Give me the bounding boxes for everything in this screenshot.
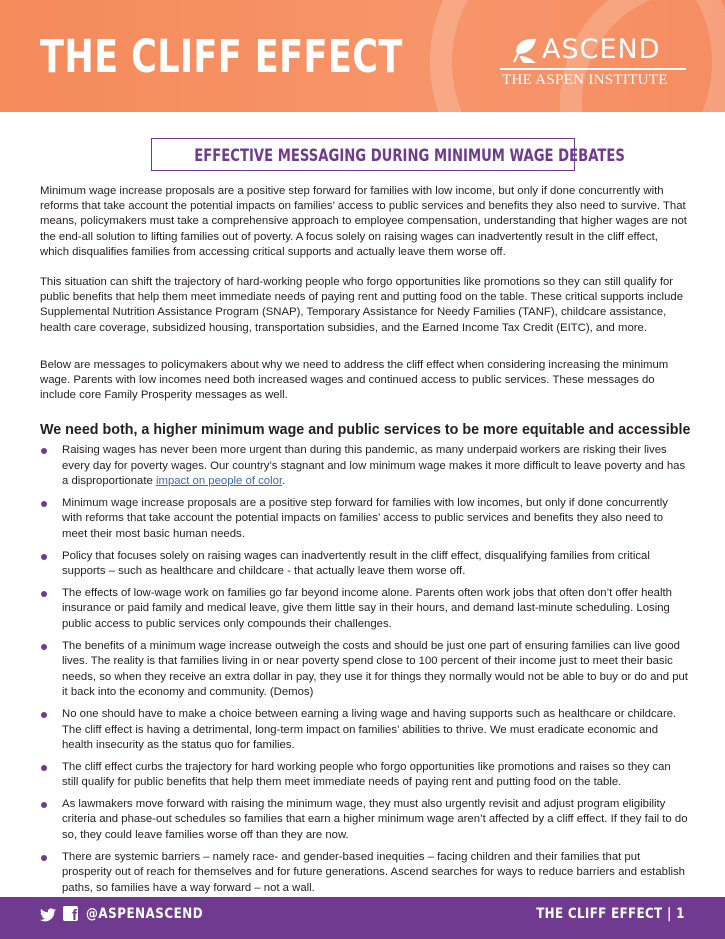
logo-divider [500,68,686,70]
list-item [40,496,690,543]
bullet-text: The effects of low-wage work on families go far beyond income alone. Parents often work jobs that often don’t offer health insurance or paid family and medical leave, give them little say in their hours, and demand last-minute scheduling. Losing public access to public services only compounds their challenges. [62,586,672,630]
ascend-logo [500,34,690,94]
bullet-icon [41,554,47,560]
twitter-icon[interactable] [40,908,56,922]
document-subtitle: EFFECTIVE MESSAGING DURING MINIMUM WAGE DEBATES [194,146,625,165]
intro-paragraph-2: This situation can shift the trajectory of hard-working people who forgo opportunities like promotions so they can still qualify for public benefits that help them meet immediate needs of paying rent and putting food on the table. These critical supports include Supplemental Nutrition Assistance Program (SNAP), Temporary Assistance for Needy Families (TANF), childcare assistance, health care coverage, subsidized housing, transportation subsidies, and the Earned Income Tax Credit (EITC), and more. [40,276,683,334]
logo-subtitle: THE ASPEN INSTITUTE [502,72,668,88]
page-footer [0,897,725,939]
bullet-text: No one should have to make a choice between earning a living wage and having supports such as healthcare or childcare. The cliff effect is having a detrimental, long-term impact on families’ abilities to thrive. We must eradicate economic and health insecurity as the status quo for families. [62,707,677,752]
list-item [40,443,690,490]
bullet-list [40,443,690,902]
bullet-icon [41,448,47,454]
list-item [40,639,690,701]
list-item [40,707,690,754]
list-item [40,549,690,580]
bullet-icon [41,802,47,808]
logo-wordmark: ASCEND [542,34,661,65]
bullet-text: Policy that focuses solely on raising wages can inadvertently result in the cliff effect, disqualifying families from critical supports – such as healthcare and childcare - that actually leave them worse off. [62,549,650,578]
bullet-text-end: . [282,475,286,488]
bullet-text: The cliff effect curbs the trajectory for hard working people who forgo opportunities like promotions and raises so they can still qualify for public benefits that help them meet immediate needs of paying rent and putting food on the table. [62,760,671,789]
intro-paragraph-1: Minimum wage increase proposals are a positive step forward for families with low income, but only if done concurrently with reforms that take account the potential impacts on families’ access to public services and benefits they also need to survive. That means, policymakers must take a comprehensive approach to employee compensation, understanding that higher wages are not the end-all solution to lifting families out of poverty. A focus solely on raising wages can inadvertently result in the cliff effect, which disqualifies families from accessing critical supports and actually leave them worse off. [40,185,687,258]
footer-page-label: THE CLIFF EFFECT | 1 [536,906,685,922]
bullet-icon [41,591,47,597]
bullet-icon [41,501,47,507]
list-item [40,760,690,791]
section-heading: We need both, a higher minimum wage and public services to be more equitable and accessible [40,422,691,438]
leaf-logo-icon [512,36,540,64]
impact-link[interactable]: impact on people of color [155,475,283,488]
bullet-text: As lawmakers move forward with raising the minimum wage, they must also urgently revisit and adjust program eligibility criteria and phase-out schedules so families that earn a higher minimum wage aren’t affected by a cliff effect. If they fail to do so, they could leave families worse off than they are now. [62,797,688,842]
bullet-icon [41,712,47,718]
subtitle-box [151,138,625,171]
list-item [40,797,690,844]
bullet-text: Minimum wage increase proposals are a positive step forward for families with low incomes, but only if done concurrently with reforms that take account the potential impacts on families’ access to public services and benefits they also need to meet their most basic human needs. [62,496,668,540]
facebook-icon[interactable]: f [63,906,78,921]
bullet-icon [41,644,47,650]
bullet-text: There are systemic barriers – namely race- and gender-based inequities – facing children and their families that put prosperity out of reach for themselves and for future generations. Ascend searches for ways to reduce barriers and establish paths, so families have a way forward – not a wall. [62,850,685,894]
intro-paragraph-3: Below are messages to policymakers about why we need to address the cliff effect when considering increasing the minimum wage. Parents with low incomes need both increased wages and continued access to public services. These messages do include core Family Prosperity messages as well. [40,359,669,402]
social-handle[interactable]: @ASPENASCEND [86,906,204,922]
bullet-text: Raising wages has never been more urgent than during this pandemic, as many underpaid workers are risking their lives every day for poverty wages. Our country’s stagnant and low minimum wage makes it more difficult to leave poverty and has a disproportionate [62,444,686,488]
bullet-icon [41,855,47,861]
page-title: THE CLIFF EFFECT [40,30,403,83]
page-header [0,0,725,112]
list-item [40,850,690,897]
bullet-text: The benefits of a minimum wage increase outweigh the costs and should be just one part of ensuring families can live good lives. The reality is that families living in or near poverty spend close to 100 percent of their income just to meet their basic needs, so when they receive an extra dollar in pay, they use it for things they normally would not be able to buy or do and put it back into the economy and community. (Demos) [62,639,688,699]
list-item [40,586,690,633]
bullet-icon [41,765,47,771]
